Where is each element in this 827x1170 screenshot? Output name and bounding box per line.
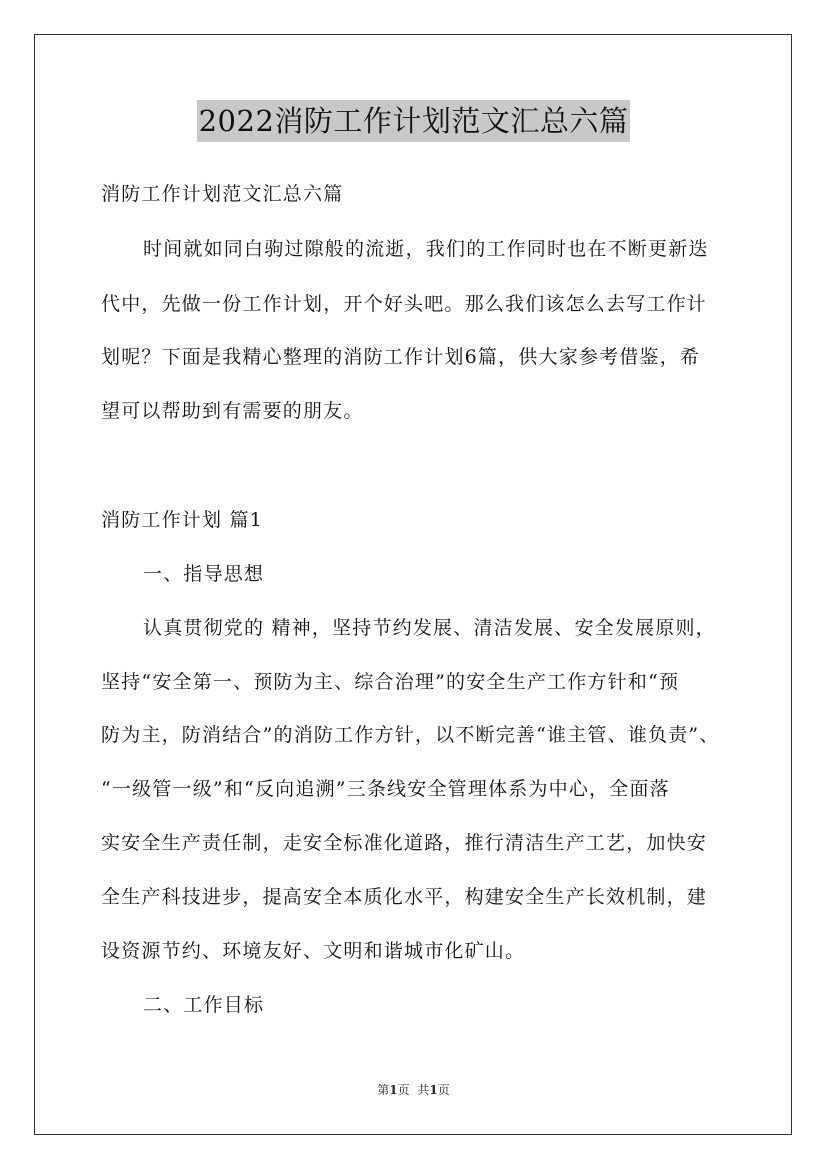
page-suffix: 页 bbox=[397, 1083, 410, 1097]
document-title: 2022消防工作计划范文汇总六篇 bbox=[197, 100, 631, 142]
body-line-1: 认真贯彻党的 精神，坚持节约发展、清洁发展、安全发展原则， bbox=[143, 617, 716, 639]
body-line-4: “一级管一级”和“反向追溯”三条线安全管理体系为中心，全面落 bbox=[101, 778, 670, 800]
body-line-5: 实安全生产责任制，走安全标准化道路，推行清洁生产工艺，加快安 bbox=[101, 832, 708, 854]
body-line-2: 坚持“安全第一、预防为主、综合治理”的安全生产工作方针和“预 bbox=[101, 671, 680, 693]
page-number: 1 bbox=[389, 1083, 398, 1097]
body-line-3: 防为主，防消结合”的消防工作方针，以不断完善“谁主管、谁负责”、 bbox=[101, 724, 720, 746]
intro-line-4: 望可以帮助到有需要的朋友。 bbox=[101, 400, 364, 422]
body-line-7: 设资源节约、环境友好、文明和谐城市化矿山。 bbox=[101, 940, 526, 962]
document-subtitle: 消防工作计划范文汇总六篇 bbox=[101, 183, 344, 205]
body-line-6: 全生产科技进步，提高安全本质化水平，构建安全生产长效机制，建 bbox=[101, 886, 708, 908]
page-prefix: 第 bbox=[377, 1083, 390, 1097]
total-number: 1 bbox=[429, 1083, 438, 1097]
total-prefix: 共 bbox=[417, 1083, 430, 1097]
heading-work-goals: 二、工作目标 bbox=[143, 994, 265, 1016]
page-footer bbox=[0, 1082, 827, 1098]
intro-line-1: 时间就如同白驹过隙般的流逝，我们的工作同时也在不断更新迭 bbox=[143, 238, 709, 260]
section-heading: 消防工作计划 篇1 bbox=[101, 509, 263, 531]
heading-guiding-thought: 一、指导思想 bbox=[143, 563, 265, 585]
total-suffix: 页 bbox=[437, 1083, 450, 1097]
intro-line-2: 代中，先做一份工作计划，开个好头吧。那么我们该怎么去写工作计 bbox=[101, 293, 708, 315]
title-container bbox=[0, 100, 827, 142]
intro-line-3: 划呢？下面是我精心整理的消防工作计划6篇，供大家参考借鉴，希 bbox=[101, 346, 701, 368]
